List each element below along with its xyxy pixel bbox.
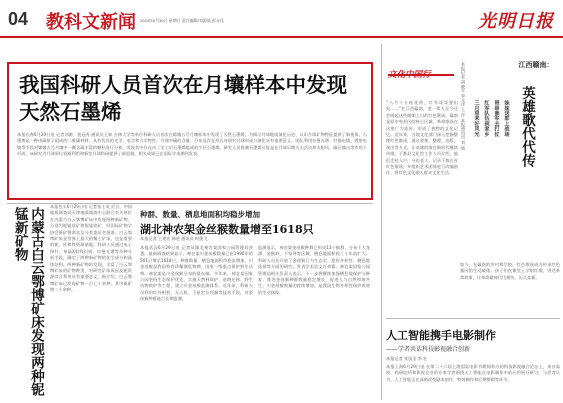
column-logo-underline: [388, 74, 454, 76]
poem-line: 三月里来好风光: [473, 100, 480, 137]
left-article-body: [50, 204, 132, 400]
middle-article-byline: 本报记者 王建宏 韩进 通讯员 柯俊飞: [140, 236, 208, 241]
middle-article-body-col2: [258, 245, 370, 400]
lead-article-body: [17, 132, 367, 196]
ai-article-body: [386, 364, 560, 400]
ai-article-title: 人工智能携手电影制作: [386, 329, 496, 342]
lead-article-box: [7, 62, 373, 200]
poem-line: 哥哥参军去打仗: [493, 100, 500, 137]
lead-article-text: 本报长春6月29日电 记者刘源、裴冠秀 通讯员王泰 吉林大学等单位科研人员首次在嫦娥五号月壤样本中发现了天然石墨烯，为揭示月球地质演化历史、认识月球矿物特征提供了新视角。石墨烯是一种由碳原子组成的二维碳材料，具有优异的光学、电学和力学特性。月球中碳的含量、分布及存在形式对研究月球形成与演化具有重要意义。团队利用拉曼光谱、扫描电镜、透射电镜等手段对嫦娥五号月壤中一颗含碳丰富的颗粒进行分析，发现其中存在由二至七层石墨烯组成的少层石墨烯。研究人员推测石墨烯可能是在月球早期火山活动和太阳风、陨石撞击等作用下形成。该研究为月球原位资源利用和新型月球科研提供了新思路，相关成果已在国际学术期刊发表。: [17, 132, 367, 157]
right-feature-title: 英雄歌代代传: [519, 86, 535, 167]
paper-logo: 光明日报: [478, 11, 554, 32]
middle-article-subtitle: 种群、数量、栖息地面积均稳步增加: [140, 210, 260, 219]
poem-line: 妹妹送郎上战场: [503, 100, 510, 137]
section-name: 教科文新闻: [46, 12, 136, 33]
page-number: 04: [8, 9, 29, 29]
middle-article-title: 湖北神农架金丝猴数量增至1618只: [140, 223, 314, 236]
right-feature-body: [386, 100, 458, 312]
right-feature-region: 江西赣南：: [518, 60, 554, 69]
ai-article-byline: 本报记者 张国圣 李 宏: [386, 356, 428, 361]
right-feature-text-tail: 如今，在赣南的乡村和学校，红色歌谣成为传承红色基因的生动载体。孩子们在课堂上学唱红歌，讲述革命故事，让革命精神代代相传、历久弥新。: [460, 262, 560, 280]
right-feature-text: “八月十五桂花香，红军哥哥要出发……”在江西赣南，老一辈人至今还会唱起这些朗朗上口的红色歌谣。赣南是原中央苏区的核心区域，革命歌谣在这里广为流传，形成了独特的文化记忆。近年来，当地文化部门深入挖掘整理红色歌谣，通过收集、整理、出版、演出等方式，让英雄的歌在新时代继续传唱。于都县文化馆工作人员介绍，他们走村入户，寻访老人，记录下数百首红色歌谣，并组织艺术团体进行改编创作，将红色文化融入群众文化生活。: [386, 100, 458, 176]
date-line: 2024年6月30日 星期日 责任编辑/刘源晨 彭永佳: [140, 18, 225, 23]
lead-article-title: 我国科研人员首次在月壤样本中发现天然石墨烯: [19, 73, 347, 124]
middle-article-text-1: 本报武汉6月29日电 记者从湖北神农架国家公园管理局获悉，最新调查结果显示，神农架川金丝猴数量已由1990年的501只增至1618只，种群数量、栖息地面积均稳步增加。川金丝猴是我国特有珍稀濒危物种，国家一级重点保护野生动物。神农架是川金丝猴分布的最东端。多年来，神农架国家公园坚持生态保护优先，实施天然林保护、退耕还林、野生动物救护等工程，建立川金丝猴监测体系。近年来，科研人员利用红外相机、无人机、卫星定位项圈等技术手段，对金丝猴种群进行长期监测。: [140, 245, 253, 302]
middle-article-body-col1: [140, 245, 253, 400]
column-logo: [388, 62, 460, 86]
right-feature-byline: 本报记者 胡晓军 李元泽 王 洋 本报通讯员 刘 斌: [461, 62, 466, 150]
left-article-title: 内蒙古白云鄂博矿床发现两种铌锰新矿物: [11, 207, 44, 396]
right-feature-body-tail: [460, 262, 560, 312]
column-divider: [381, 44, 382, 400]
ai-article-subtitle: ——学者共话科技影视融合创新: [386, 346, 471, 353]
poem-line: 红军队伍到家乡: [483, 100, 490, 137]
left-article-text: 本报包头6月29日电 记者张士英 近日，中国地质调查局天津地质调查中心联合有关单位在内蒙古白云鄂博矿床中发现两种新矿物，分别为铌锰钛矿和铌锰铁矿，经国际矿物学协会新矿物命名及分类委员会批准。白云鄂博矿床是世界上最大的稀土矿床，也是重要的铌、钍和铁资源基地。科研人员通过电子探针、单晶X射线衍射、拉曼光谱等多种分析手段，确定了两种新矿物的化学成分和晶体结构。两种新矿物的发现，丰富了白云鄂博矿床的矿物种类，对研究矿床成因及铌资源综合利用具有重要意义。据介绍，白云鄂博矿床已发现矿物一百七十余种，其中新矿物二十余种。: [50, 204, 132, 293]
masthead: [0, 0, 563, 38]
ai-article-text: 本报上海6月29日电 在第二十六届上海国际电影节期间举办的科技影视融合论坛上，来自高校、科研院所和影视企业的专家学者围绕人工智能在电影制作中的应用展开研讨。与会者认为，人工智能正在深刻改变剧本创作、特效制作和后期剪辑等环节。: [386, 364, 560, 382]
divider: [386, 318, 560, 319]
middle-article-text-2: 监测显示，神农架金丝猴种群已形成13个猴群，分布于大龙潭、金猴岭、千家坪等区域，栖息地面积较三十年前扩大。科研人员还开展了金丝猴行为生态学、遗传多样性、栖息地选择等方面的研究，发表学术论文百余篇。神农架国家公园管理局相关负责人表示，下一步将继续加强栖息地保护与修复，推进金丝猴种群数量稳定增长，促进人与自然和谐共生。川金丝猴数量的持续增加，是我国生物多样性保护成效的生动体现。: [258, 245, 370, 295]
